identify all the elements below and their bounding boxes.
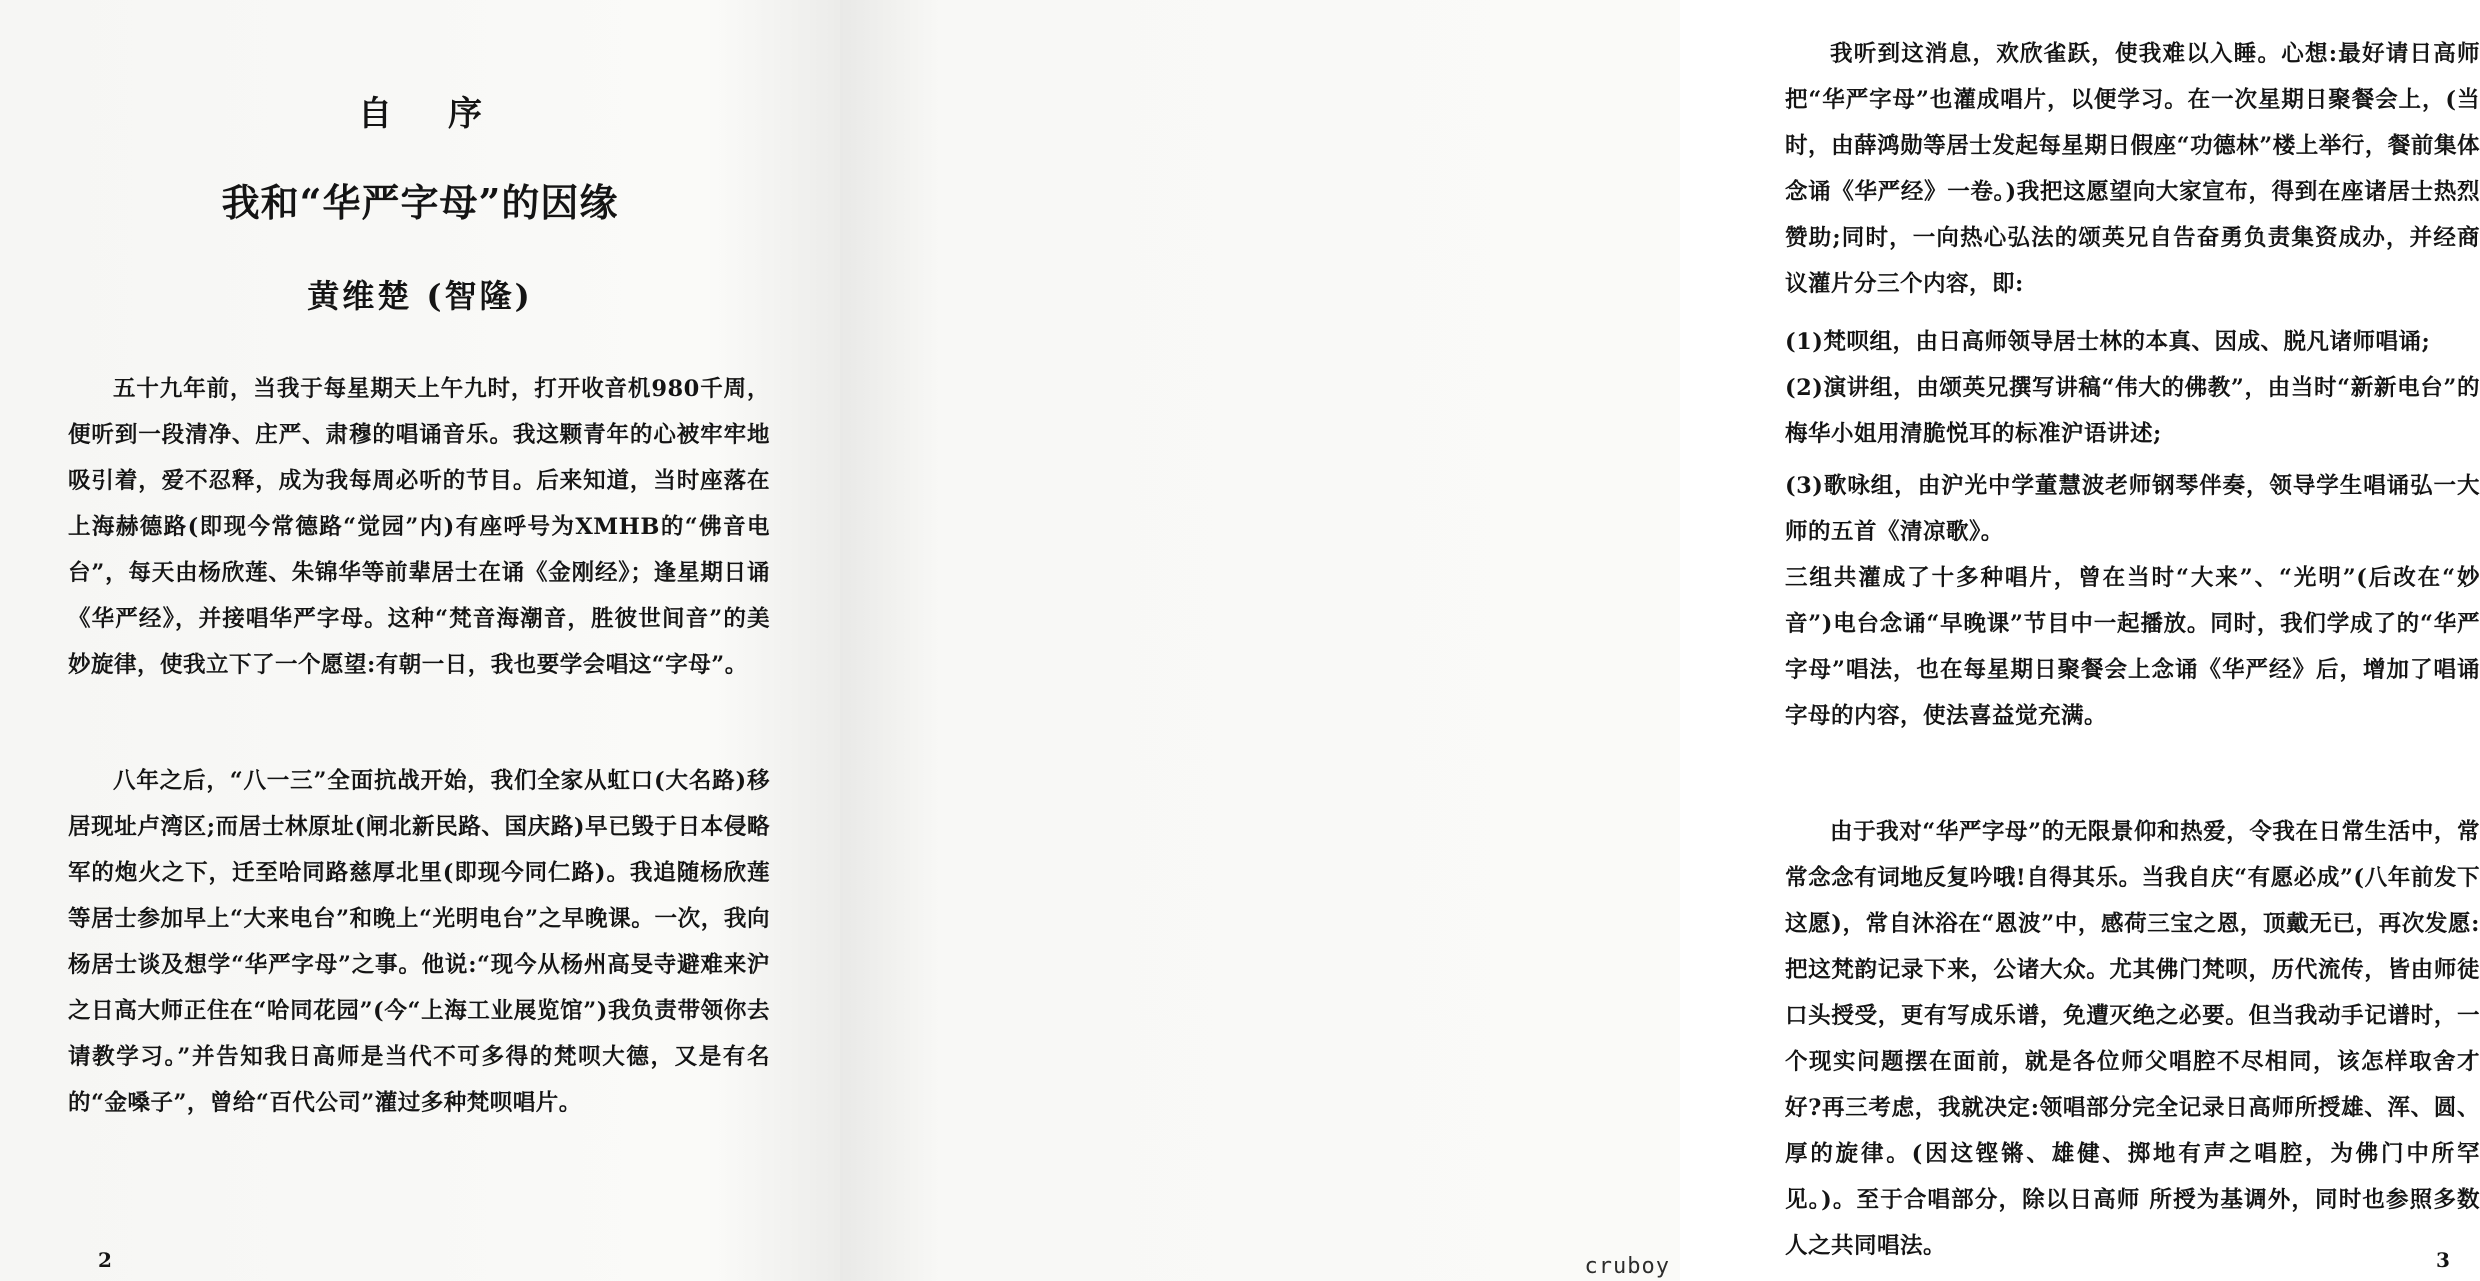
page-number-right: 3: [2436, 1248, 2450, 1272]
section-title: 自序: [358, 94, 538, 134]
paragraph: 由于我对“华严字母”的无限景仰和热爱，令我在日常生活中，常常念念有词地反复吟哦!自得其乐。当我自庆“有愿必成”(八年前发下这愿)，常自沐浴在“恩波”中，感荷三宝之恩，顶戴无已，再次发愿:把这梵韵记录下来，公诸大众。尤其佛门梵呗，历代流传，皆由师徒口头授受，更有写成乐谱，免遭灭绝之必要。但当我动手记谱时，一个现实问题摆在面前，就是各位师父唱腔不尽相同，该怎样取舍才好?再三考虑，我就决定:领唱部分完全记录日高师所授雄、浑、圆、厚的旋律。(因这铿锵、雄健、掷地有声之唱腔，为佛门中所罕见。)。至于合唱部分，除以日高师 所授为基调外，同时也参照多数人之共同唱法。: [1785, 819, 2480, 1259]
paragraph: 八年之后，“八一三”全面抗战开始，我们全家从虹口(大名路)移居现址卢湾区;而居士林原址(闸北新民路、国庆路)早已毁于日本侵略军的炮火之下，迁至哈同路慈厚北里(即现今同仁路)。我追随杨欣莲等居士参加早上“大来电台”和晚上“光明电台”之早晚课。一次，我向杨居士谈及想学“华严字母”之事。他说:“现今从杨州高旻寺避难来沪之日高大师正住在“哈同花园”(今“上海工业展览馆”)我负责带领你去请教学习。”并告知我日高师是当代不可多得的梵呗大德，又是有名的“金嗓子”，曾给“百代公司”灌过多种梵呗唱片。: [68, 768, 770, 1116]
paragraph: 三组共灌成了十多种唱片，曾在当时“大来”、“光明”(后改在“妙音”)电台念诵“早晚课”节目中一起播放。同时，我们学成了的“华严字母”唱法，也在每星期日聚餐会上念诵《华严经》后，增加了唱诵字母的内容，使法喜益觉充满。: [1785, 565, 2480, 729]
list-item: (2)演讲组，由颂英兄撰写讲稿“伟大的佛教”，由当时“新新电台”的梅华小姐用清脆悦耳的标准沪语讲述;: [1785, 375, 2480, 447]
right-page: [840, 0, 2480, 1281]
heading-block: [60, 92, 780, 318]
paragraph: 我听到这消息，欢欣雀跃，使我难以入睡。心想:最好请日高师把“华严字母”也灌成唱片，以便学习。在一次星期日聚餐会上，(当时，由薛鸿勋等居士发起每星期日假座“功德林”楼上举行，餐前集体念诵《华严经》一卷。)我把这愿望向大家宣布，得到在座诸居士热烈赞助;同时，一向热心弘法的颂英兄自告奋勇负责集资成办，并经商议灌片分三个内容，即:: [1785, 41, 2480, 297]
page-number-left: 2: [98, 1248, 112, 1272]
left-page: [0, 0, 840, 1281]
list-item: (3)歌咏组，由沪光中学董慧波老师钢琴伴奏，领导学生唱诵弘一大师的五首《清凉歌》。: [1785, 473, 2480, 545]
essay-title: 我和“华严字母”的因缘: [221, 180, 619, 225]
list-item: (1)梵呗组，由日高师领导居士林的本真、因成、脱凡诸师唱诵;: [1785, 329, 2431, 355]
left-body-text: [68, 366, 770, 1126]
watermark-text: cruboy: [1584, 1254, 1670, 1279]
right-body-text: [1785, 31, 2480, 1269]
author-name: 黄维楚 (智隆): [307, 277, 533, 315]
paragraph: 五十九年前，当我于每星期天上午九时，打开收音机980千周，便听到一段清净、庄严、肃穆的唱诵音乐。我这颗青年的心被牢牢地吸引着，爱不忍释，成为我每周必听的节目。后来知道，当时座落在上海赫德路(即现今常德路“觉园”内)有座呼号为XMHB的“佛音电台”，每天由杨欣莲、朱锦华等前辈居士在诵《金刚经》；逢星期日诵《华严经》，并接唱华严字母。这种“梵音海潮音，胜彼世间音”的美妙旋律，使我立下了一个愿望:有朝一日，我也要学会唱这“字母”。: [68, 376, 770, 678]
